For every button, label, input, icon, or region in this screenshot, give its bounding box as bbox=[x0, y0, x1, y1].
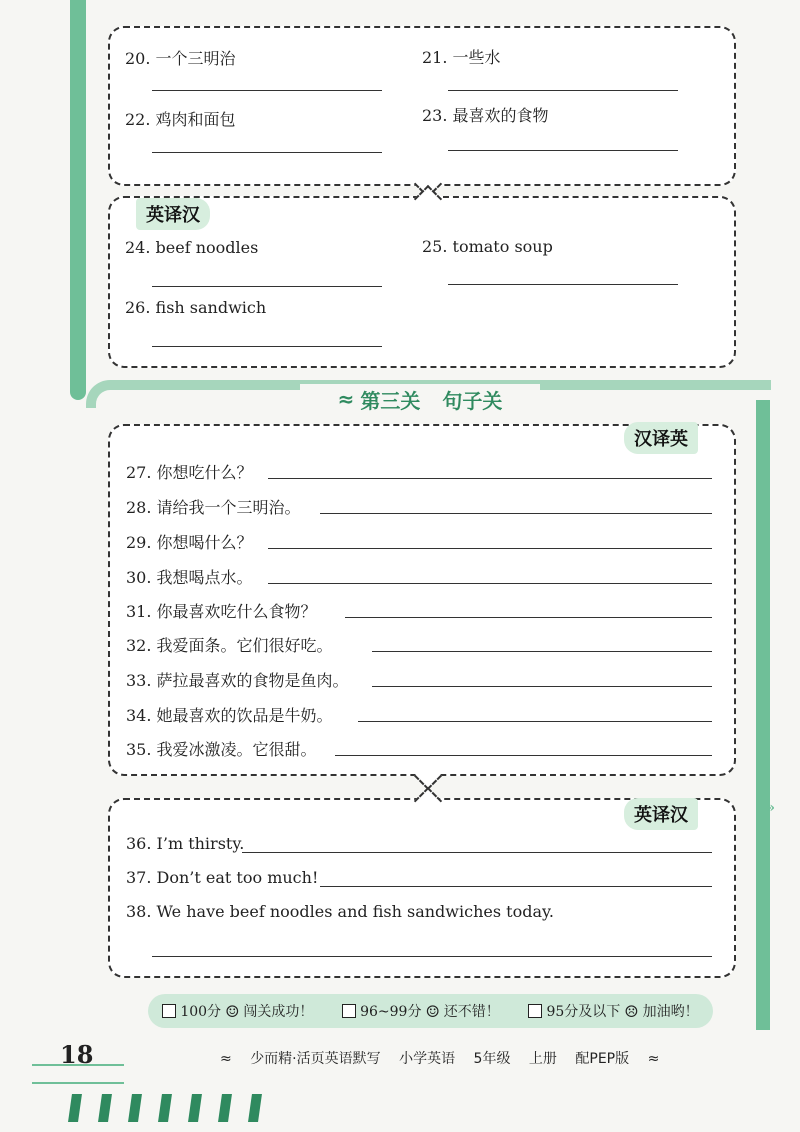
smile-face-icon: ☺ bbox=[425, 1001, 440, 1021]
sad-face-icon: ☹ bbox=[624, 1001, 639, 1021]
score-option-100[interactable] bbox=[162, 1001, 313, 1021]
answer-line-38[interactable] bbox=[152, 956, 712, 957]
chevron-decoration-right-icon: » bbox=[766, 800, 775, 816]
checkbox-icon[interactable] bbox=[342, 1004, 356, 1018]
answer-line-34[interactable] bbox=[358, 721, 712, 722]
stripe bbox=[98, 1094, 112, 1122]
footer-title: 少而精·活页英语默写 bbox=[250, 1051, 381, 1067]
footer-subject: 小学英语 bbox=[399, 1051, 456, 1067]
score-option-96-99[interactable] bbox=[342, 1001, 500, 1021]
sentence-32: 32. 我爱面条。它们很好吃。 bbox=[126, 636, 333, 655]
stripe bbox=[248, 1094, 262, 1122]
chevron-decoration-icon: » bbox=[78, 180, 87, 196]
section-tag-en-to-cn-2: 英译汉 bbox=[624, 798, 698, 830]
score-comment: 还不错！ bbox=[443, 1004, 500, 1020]
answer-line-30[interactable] bbox=[268, 583, 712, 584]
answer-line-28[interactable] bbox=[320, 513, 712, 514]
answer-line-33[interactable] bbox=[372, 686, 712, 687]
page-edge-decoration-right bbox=[756, 400, 770, 1030]
score-comment: 加油哟！ bbox=[642, 1004, 699, 1020]
sentence-31: 31. 你最喜欢吃什么食物？ bbox=[126, 602, 317, 621]
sentence-28: 28. 请给我一个三明治。 bbox=[126, 498, 301, 517]
answer-line-27[interactable] bbox=[268, 478, 712, 479]
question-25: 25. tomato soup bbox=[422, 237, 553, 256]
answer-line-36[interactable] bbox=[242, 852, 712, 853]
stripe bbox=[218, 1094, 232, 1122]
answer-line-26[interactable] bbox=[152, 346, 382, 347]
score-label: 96~99分 bbox=[360, 1004, 422, 1020]
question-21: 21. 一些水 bbox=[422, 48, 501, 67]
stripe-decoration bbox=[70, 1094, 260, 1122]
score-comment: 闯关成功！ bbox=[243, 1004, 314, 1020]
question-22: 22. 鸡肉和面包 bbox=[125, 110, 236, 129]
answer-line-24[interactable] bbox=[152, 286, 382, 287]
checkbox-icon[interactable] bbox=[528, 1004, 542, 1018]
score-label: 95分及以下 bbox=[546, 1004, 621, 1020]
answer-line-37[interactable] bbox=[320, 886, 712, 887]
answer-line-32[interactable] bbox=[372, 651, 712, 652]
page-number: 18 bbox=[60, 1040, 94, 1069]
happy-face-icon: ☺ bbox=[225, 1001, 240, 1021]
footer bbox=[220, 1048, 673, 1068]
sentence-27: 27. 你想吃什么？ bbox=[126, 463, 253, 482]
answer-line-25[interactable] bbox=[448, 284, 678, 285]
page-edge-decoration-left bbox=[70, 0, 86, 400]
footer-volume: 上册 bbox=[528, 1051, 557, 1067]
stripe bbox=[128, 1094, 142, 1122]
sentence-38: 38. We have beef noodles and fish sandwiches today. bbox=[126, 902, 554, 921]
sentence-30: 30. 我想喝点水。 bbox=[126, 568, 253, 587]
answer-line-29[interactable] bbox=[268, 548, 712, 549]
score-bar bbox=[148, 994, 713, 1028]
question-20: 20. 一个三明治 bbox=[125, 49, 236, 68]
answer-line-23[interactable] bbox=[448, 150, 678, 151]
sentence-35: 35. 我爱冰激凌。它很甜。 bbox=[126, 740, 317, 759]
answer-line-31[interactable] bbox=[345, 617, 712, 618]
sentence-34: 34. 她最喜欢的饮品是牛奶。 bbox=[126, 706, 333, 725]
section-tag-en-to-cn: 英译汉 bbox=[136, 198, 210, 230]
question-24: 24. beef noodles bbox=[125, 238, 259, 257]
sentence-36: 36. I’m thirsty. bbox=[126, 834, 245, 853]
sentence-29: 29. 你想喝什么？ bbox=[126, 533, 253, 552]
section-tag-cn-to-en: 汉译英 bbox=[624, 422, 698, 454]
footer-edition: 配PEP版 bbox=[575, 1051, 630, 1067]
sentence-37: 37. Don’t eat too much! bbox=[126, 868, 319, 887]
wave-icon-end: ≈ bbox=[647, 1051, 660, 1067]
section-banner bbox=[300, 384, 540, 414]
footer-grade: 5年级 bbox=[473, 1051, 511, 1067]
stripe bbox=[68, 1094, 82, 1122]
answer-line-21[interactable] bbox=[448, 90, 678, 91]
question-26: 26. fish sandwich bbox=[125, 298, 267, 317]
banner-subtitle: 句子关 bbox=[442, 388, 503, 413]
page-number-decoration bbox=[32, 1064, 124, 1084]
answer-line-22[interactable] bbox=[152, 152, 382, 153]
banner-title: 第三关 bbox=[360, 388, 421, 413]
checkbox-icon[interactable] bbox=[162, 1004, 176, 1018]
score-label: 100分 bbox=[180, 1004, 222, 1020]
wave-icon: ≈ bbox=[220, 1051, 232, 1067]
answer-line-35[interactable] bbox=[335, 755, 712, 756]
wave-icon: ≈ bbox=[337, 387, 355, 411]
score-option-95-below[interactable] bbox=[528, 1001, 698, 1021]
sentence-33: 33. 萨拉最喜欢的食物是鱼肉。 bbox=[126, 671, 349, 690]
question-23: 23. 最喜欢的食物 bbox=[422, 106, 549, 125]
stripe bbox=[188, 1094, 202, 1122]
answer-line-20[interactable] bbox=[152, 90, 382, 91]
stripe bbox=[158, 1094, 172, 1122]
